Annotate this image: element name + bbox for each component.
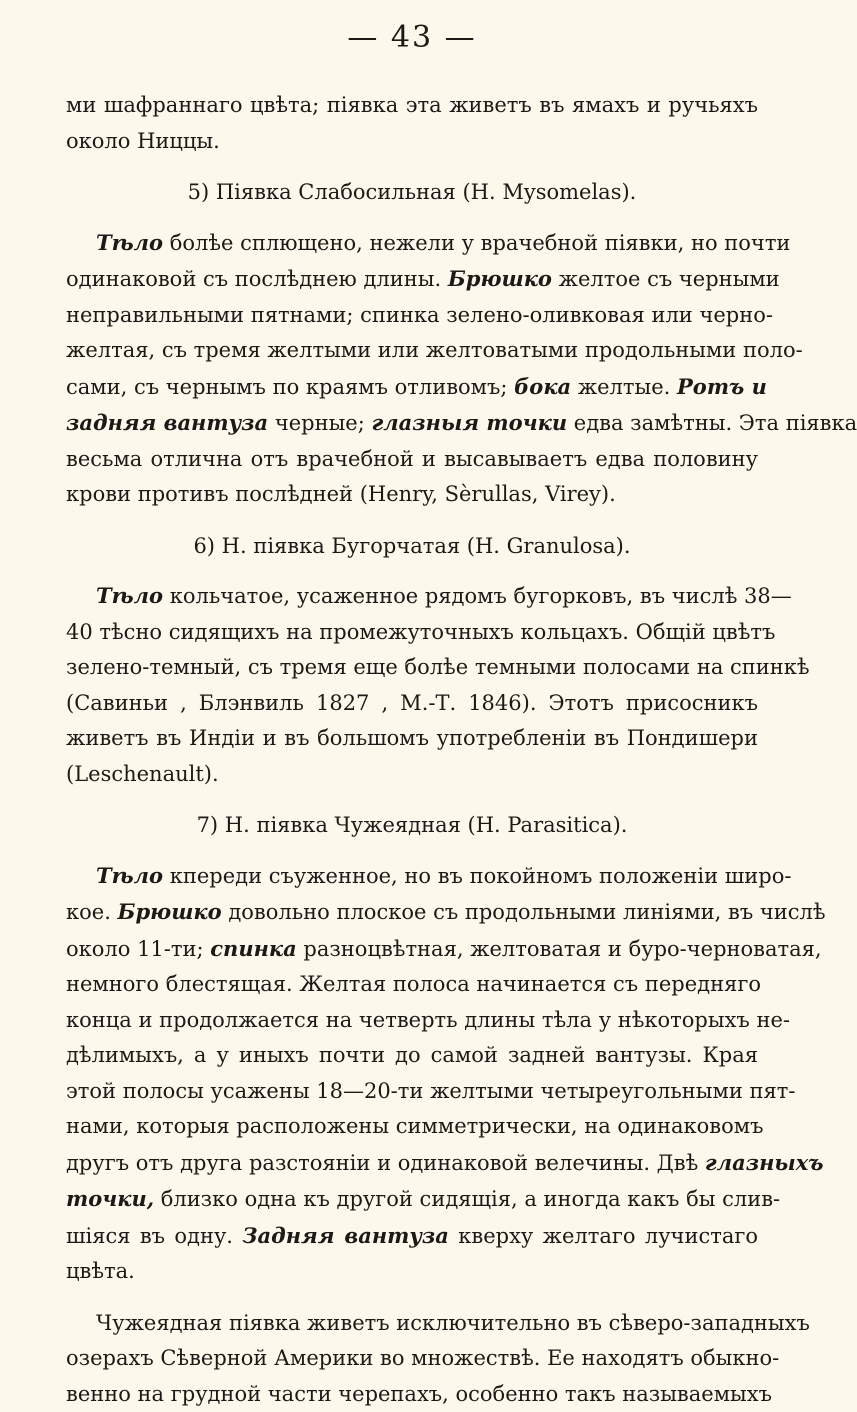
text-line (66, 1181, 758, 1218)
text-line (66, 442, 758, 478)
section-7 (66, 808, 758, 1290)
closing-line-3: венно на грудной части черепахъ, особенно такъ называемыхъ (66, 1377, 758, 1412)
text-run: близко одна къ другой сидящія, а иногда какъ бы слив- (154, 1187, 780, 1211)
text-run: живетъ въ Индіи и въ большомъ употребленіи въ Пондишери (66, 726, 758, 750)
text-line (66, 1145, 758, 1182)
text-run: довольно плоское съ продольными линіями, въ числѣ (222, 900, 826, 924)
text-line (66, 369, 758, 406)
text-run: черные; (268, 411, 371, 435)
emphasis-term: Брюшко (118, 899, 222, 924)
text-run: зелено-темный, съ тремя еще болѣе темными полосами на спинкѣ (66, 655, 810, 679)
text-line (66, 1038, 758, 1074)
emphasis-term: Брюшко (448, 266, 552, 291)
text-run: дѣлимыхъ, а у иныхъ почти до самой задней вантузы. Края (66, 1043, 758, 1067)
text-run: другъ отъ друга разстояніи и одинаковой велечины. Двѣ (66, 1151, 705, 1175)
text-run: болѣе сплющено, нежели у врачебной піявки, но почти (163, 231, 790, 255)
section-body (66, 858, 758, 1290)
text-run: нами, которыя расположены симметрически, на одинаковомъ (66, 1114, 763, 1138)
text-run: кое. (66, 900, 118, 924)
text-line (66, 1254, 758, 1290)
text-run: желтая, съ тремя желтыми или желтоватыми продольными поло- (66, 338, 803, 362)
text-run: неправильными пятнами; спинка зелено-оливковая или черно- (66, 303, 773, 327)
text-line (66, 333, 758, 369)
section-6 (66, 529, 758, 793)
text-run: этой полосы усажены 18—20-ти желтыми четыреугольными пят- (66, 1079, 795, 1103)
text-run: около 11-ти; (66, 937, 210, 961)
emphasis-term: глазныхъ (705, 1150, 824, 1175)
text-run: крови противъ послѣдней (Henry, Sèrullas, Virey). (66, 482, 616, 506)
text-line (66, 967, 758, 1003)
text-run: (Савиньи , Блэнвиль 1827 , М.-Т. 1846). Этотъ присосникъ (66, 691, 758, 715)
text-run: едва замѣтны. Эта піявка (567, 411, 857, 435)
text-run: кверху желтаго лучистаго (449, 1224, 758, 1248)
text-run: сами, съ чернымъ по краямъ отливомъ; (66, 375, 514, 399)
text-run: шіяся въ одну. (66, 1224, 242, 1248)
intro-paragraph (66, 88, 758, 159)
emphasis-term: Тѣло (96, 583, 163, 608)
text-run: (Leschenault). (66, 762, 219, 786)
text-line (66, 757, 758, 793)
text-line (66, 858, 758, 895)
section-5 (66, 175, 758, 513)
text-line (66, 1109, 758, 1145)
text-line (66, 1003, 758, 1039)
emphasis-term: Тѣло (96, 230, 163, 255)
text-run: кольчатое, усаженное рядомъ бугорковъ, въ числѣ 38— (163, 584, 792, 608)
emphasis-term: Тѣло (96, 863, 163, 888)
section-body (66, 225, 758, 513)
text-line (66, 298, 758, 334)
closing-line-1: Чужеядная піявка живетъ исключительно въ сѣверо-западныхъ (66, 1306, 758, 1342)
section-heading: 5) Піявка Слабосильная (Н. Mysomelas). (66, 175, 758, 211)
emphasis-term: глазныя точки (371, 410, 567, 435)
emphasis-term: Ротъ и (677, 374, 767, 399)
text-line (66, 225, 758, 262)
text-line (66, 1074, 758, 1110)
emphasis-term: Задняя вантуза (242, 1223, 449, 1248)
intro-line-2: около Ниццы. (66, 124, 758, 160)
section-heading: 6) Н. піявка Бугорчатая (Н. Granulosa). (66, 529, 758, 565)
emphasis-term: бока (514, 374, 571, 399)
text-run: кпереди съуженное, но въ покойномъ положеніи широ- (163, 864, 791, 888)
text-line (66, 1218, 758, 1255)
text-run: разноцвѣтная, желтоватая и буро-черноватая, (297, 937, 822, 961)
closing-line-2: озерахъ Сѣверной Америки во множествѣ. Ее находятъ обыкно- (66, 1341, 758, 1377)
text-line (66, 261, 758, 298)
intro-line-1: ми шафраннаго цвѣта; піявка эта живетъ въ ямахъ и ручьяхъ (66, 88, 758, 124)
text-run: желтые. (571, 375, 677, 399)
text-line (66, 894, 758, 931)
text-line (66, 477, 758, 513)
page-number: — 43 — (66, 16, 758, 60)
text-line (66, 721, 758, 757)
emphasis-term: задняя вантуза (66, 410, 268, 435)
text-run: немного блестящая. Желтая полоса начинается съ передняго (66, 972, 761, 996)
section-heading: 7) Н. піявка Чужеядная (Н. Parasitica). (66, 808, 758, 844)
text-line (66, 686, 758, 722)
text-run: одинаковой съ послѣднею длины. (66, 267, 448, 291)
section-body (66, 578, 758, 792)
emphasis-term: спинка (210, 936, 296, 961)
emphasis-term: точки, (66, 1186, 154, 1211)
text-line (66, 578, 758, 615)
text-run: 40 тѣсно сидящихъ на промежуточныхъ кольцахъ. Общій цвѣтъ (66, 620, 775, 644)
text-run: желтое съ черными (552, 267, 780, 291)
text-run: цвѣта. (66, 1259, 135, 1283)
text-run: конца и продолжается на четверть длины тѣла у нѣкоторыхъ не- (66, 1008, 790, 1032)
text-line (66, 615, 758, 651)
closing-paragraph (66, 1306, 758, 1412)
text-line (66, 650, 758, 686)
text-line (66, 405, 758, 442)
text-run: весьма отлична отъ врачебной и высавываетъ едва половину (66, 447, 758, 471)
text-line (66, 931, 758, 968)
